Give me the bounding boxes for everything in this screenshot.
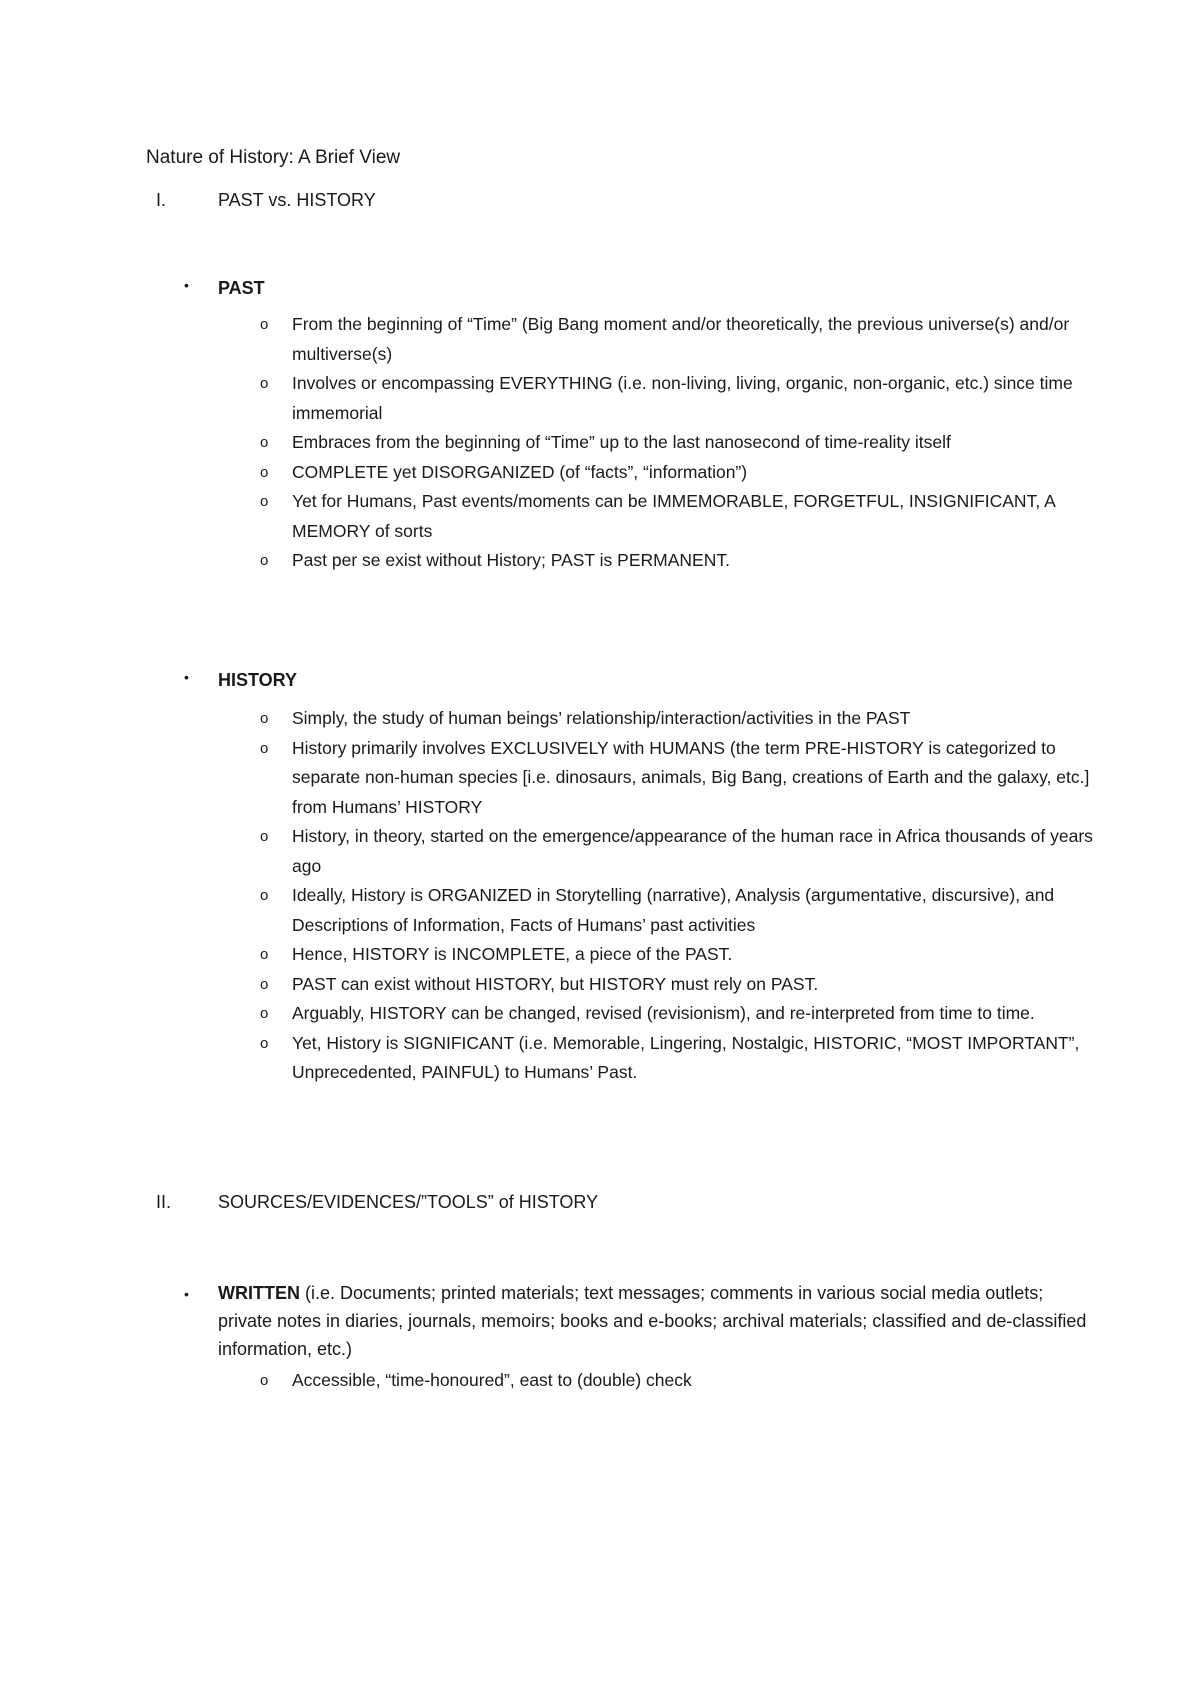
bullet-icon: • (184, 277, 189, 293)
section-2-title: SOURCES/EVIDENCES/”TOOLS” of HISTORY (218, 1192, 599, 1212)
circle-bullet-icon: o (260, 887, 269, 904)
history-label: HISTORY (218, 670, 298, 690)
section-1-heading (156, 190, 376, 211)
list-item: o Accessible, “time-honoured”, east to (double) check (260, 1366, 1100, 1396)
section-2-numeral: II. (156, 1192, 172, 1212)
list-item: o Involves or encompassing EVERYTHING (i.e. non-living, living, organic, non-organic, etc.) since time immemorial (260, 369, 1100, 428)
circle-bullet-icon: o (260, 316, 269, 333)
history-list (260, 704, 1100, 1088)
circle-bullet-icon: o (260, 710, 269, 727)
list-item: o Yet, History is SIGNIFICANT (i.e. Memorable, Lingering, Nostalgic, HISTORIC, “MOST IMPORTANT”, Unprecedented, PAINFUL) to Humans’ Past. (260, 1029, 1100, 1088)
past-list (260, 310, 1100, 576)
document-title: Nature of History: A Brief View (146, 147, 401, 168)
list-item: o COMPLETE yet DISORGANIZED (of “facts”, “information”) (260, 458, 1100, 488)
past-label: PAST (218, 278, 265, 298)
list-item: o Embraces from the beginning of “Time” up to the last nanosecond of time-reality itself (260, 428, 1100, 458)
circle-bullet-icon: o (260, 828, 269, 845)
section-1-title: PAST vs. HISTORY (218, 190, 376, 210)
list-item: o History primarily involves EXCLUSIVELY with HUMANS (the term PRE-HISTORY is categorized to separate non-human species [i.e. dinosaurs, animals, Big Bang, creations of Earth and the galaxy, etc.] from Humans’ HISTORY (260, 734, 1100, 823)
circle-bullet-icon: o (260, 1034, 269, 1052)
circle-bullet-icon: o (260, 975, 269, 993)
circle-bullet-icon: o (260, 739, 269, 757)
bullet-icon: • (184, 1286, 189, 1302)
written-bullet (184, 1279, 1088, 1363)
circle-bullet-icon: o (260, 946, 269, 963)
list-item: o Yet for Humans, Past events/moments can be IMMEMORABLE, FORGETFUL, INSIGNIFICANT, A MEMORY of sorts (260, 487, 1100, 546)
circle-bullet-icon: o (260, 1005, 269, 1022)
list-item: o Hence, HISTORY is INCOMPLETE, a piece of the PAST. (260, 940, 1100, 970)
list-item: o Arguably, HISTORY can be changed, revised (revisionism), and re-interpreted from time to time. (260, 999, 1100, 1029)
circle-bullet-icon: o (260, 375, 269, 392)
list-item: o PAST can exist without HISTORY, but HISTORY must rely on PAST. (260, 970, 1100, 1000)
list-item: o From the beginning of “Time” (Big Bang moment and/or theoretically, the previous universe(s) and/or multiverse(s) (260, 310, 1100, 369)
circle-bullet-icon: o (260, 434, 269, 451)
circle-bullet-icon: o (260, 1372, 269, 1389)
list-item: o Ideally, History is ORGANIZED in Storytelling (narrative), Analysis (argumentative, discursive), and Descriptions of Information, Facts of Humans’ past activities (260, 881, 1100, 940)
section-2-heading (156, 1192, 598, 1213)
bullet-icon: • (184, 669, 189, 685)
written-label: WRITTEN (218, 1283, 300, 1303)
circle-bullet-icon: o (260, 552, 269, 569)
written-list (260, 1366, 1100, 1396)
list-item: o Simply, the study of human beings’ relationship/interaction/activities in the PAST (260, 704, 1100, 734)
written-description: (i.e. Documents; printed materials; text messages; comments in various social media outlets; private notes in diaries, journals, memoirs; books and e-books; archival materials; classified and de-classified information, etc.) (218, 1283, 1087, 1359)
section-1-numeral: I. (156, 190, 167, 210)
circle-bullet-icon: o (260, 463, 269, 481)
circle-bullet-icon: o (260, 493, 269, 510)
list-item: o History, in theory, started on the emergence/appearance of the human race in Africa thousands of years ago (260, 822, 1100, 881)
list-item: o Past per se exist without History; PAST is PERMANENT. (260, 546, 1100, 576)
